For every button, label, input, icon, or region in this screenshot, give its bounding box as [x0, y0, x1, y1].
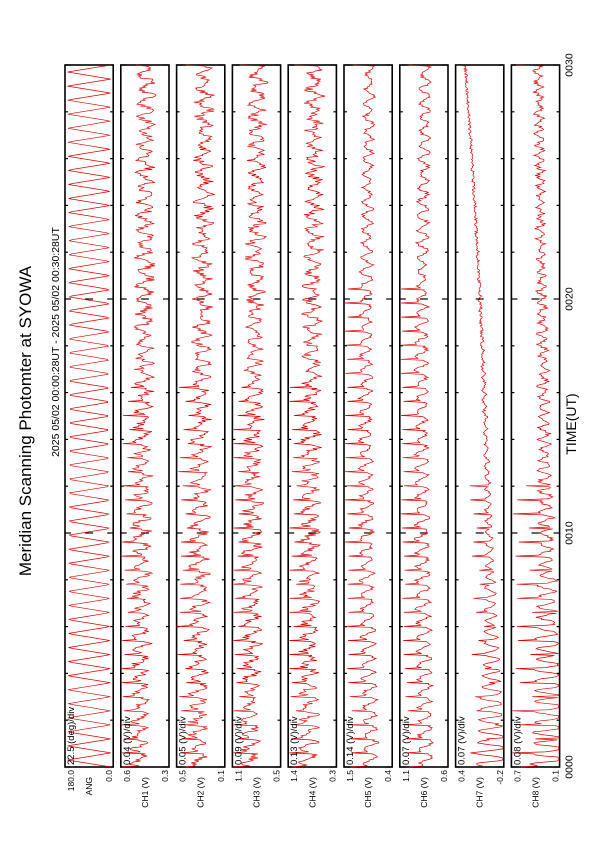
y-tick-min: 0.3 — [327, 770, 338, 782]
y-axis-label: CH2 (V) — [195, 777, 206, 808]
panel-ch6 — [400, 65, 449, 808]
x-tick-label: 0010 — [563, 521, 576, 545]
x-tick-label: 0030 — [563, 53, 576, 77]
panel-ch1 — [121, 65, 170, 808]
panel-scale-label: 0.14 (V)/div — [345, 716, 356, 765]
y-tick-max: 0.5 — [177, 770, 188, 782]
panel-ch5 — [344, 65, 393, 808]
series-line-ch7 — [457, 65, 503, 767]
panel-scale-label: 0.08 (V)/div — [512, 716, 524, 765]
y-tick-max: 0.7 — [512, 770, 523, 782]
panel-frame — [65, 65, 113, 767]
y-axis-label: CH8 (V) — [530, 777, 541, 808]
y-tick-min: 0.1 — [215, 770, 226, 782]
panel-ch2 — [177, 65, 226, 808]
y-axis-label: CH4 (V) — [307, 777, 318, 808]
panel-scale-label: 0.09 (V)/div — [233, 716, 245, 765]
y-axis-label: CH3 (V) — [251, 777, 262, 808]
y-tick-max: 1.1 — [400, 770, 411, 782]
y-tick-min: 0.3 — [160, 770, 170, 782]
x-axis-label: TIME(UT) — [563, 393, 579, 455]
series-line-ch3 — [233, 65, 268, 767]
y-axis-label: ANG — [84, 777, 95, 796]
y-tick-max: 0.6 — [121, 770, 132, 782]
series-line-ch4 — [289, 65, 325, 767]
panel-frame — [511, 65, 559, 767]
series-line-ch8 — [512, 65, 558, 767]
panel-ch8 — [511, 65, 560, 808]
y-tick-min: 0.4 — [383, 770, 394, 782]
panel-scale-label: 22.5 (deg)/div — [66, 706, 77, 765]
series-line-ch5 — [345, 65, 379, 767]
panel-frame — [288, 65, 336, 767]
y-axis-label: CH6 (V) — [418, 777, 429, 808]
series-line-ch2 — [178, 65, 215, 767]
panel-scale-label: 0.05 (V)/div — [177, 716, 189, 765]
y-tick-max: 1.5 — [345, 770, 355, 782]
panel-scale-label: 0.04 (V)/div — [121, 716, 133, 765]
panel-ang — [65, 65, 114, 795]
y-axis-label: CH7 (V) — [474, 777, 485, 808]
y-tick-min: 0.1 — [550, 770, 561, 782]
panel-scale-label: 0.13 (V)/div — [289, 716, 301, 765]
panel-scale-label: 0.07 (V)/div — [400, 716, 412, 765]
series-line-ch1 — [122, 65, 156, 767]
y-tick-min: 0.5 — [271, 770, 282, 782]
y-tick-max: 180.0 — [66, 770, 76, 792]
y-axis-label: CH1 (V) — [139, 777, 150, 808]
x-tick-label: 0020 — [563, 287, 576, 311]
y-tick-max: 1.4 — [289, 770, 300, 782]
panel-frame — [456, 65, 504, 767]
chart-subtitle: 2025 05/02 00:00:28UT - 2025 05/02 00:30:28UT — [50, 227, 62, 457]
panel-scale-label: 0.07 (V)/div — [456, 716, 468, 765]
y-tick-max: 1.1 — [233, 770, 244, 782]
rotated-plot-area — [16, 53, 579, 808]
y-tick-min: 0.0 — [104, 770, 115, 782]
y-tick-max: 0.4 — [456, 770, 467, 782]
panel-ch7 — [456, 65, 505, 808]
panel-ch3 — [232, 65, 281, 808]
panel-group — [65, 65, 561, 808]
y-tick-min: 0.6 — [439, 770, 449, 782]
chart-title: Meridian Scanning Photomter at SYOWA — [16, 265, 35, 577]
series-line-ch6 — [401, 65, 433, 767]
panel-ch4 — [288, 65, 337, 808]
x-tick-label: 0000 — [563, 755, 576, 779]
y-axis-label: CH5 (V) — [363, 777, 374, 808]
y-tick-min: -0.2 — [494, 770, 505, 785]
series-line-ang — [68, 65, 111, 767]
